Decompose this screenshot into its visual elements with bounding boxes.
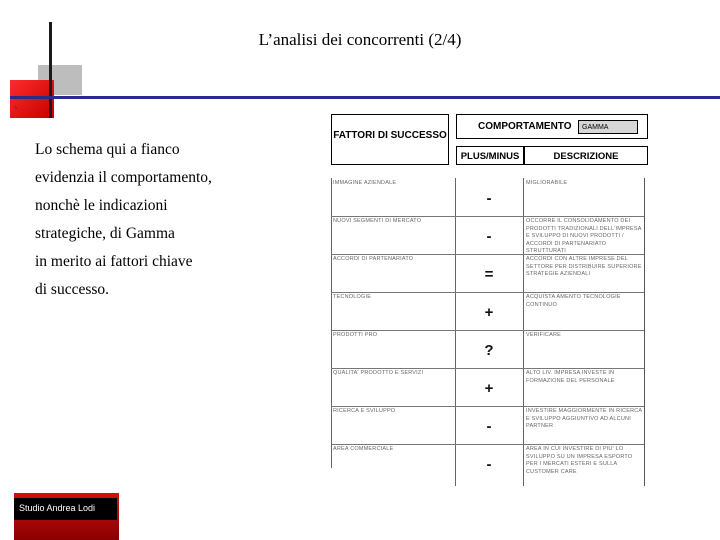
plus-minus-value: + [484, 380, 494, 397]
gamma-label: GAMMA [578, 120, 638, 134]
description-text: VERIFICARE [526, 332, 562, 338]
plus-minus-value: - [486, 190, 492, 207]
plus-minus-value: - [486, 418, 492, 435]
footer-label: Studio Andrea Lodi [19, 503, 96, 513]
factor-label: QUALITA' PRODOTTO E SERVIZI [333, 370, 424, 376]
table-divider [455, 178, 456, 486]
factor-label: ACCORDI DI PARTENARIATO [333, 256, 414, 262]
row-divider [331, 444, 644, 445]
plus-minus-value: - [486, 456, 492, 473]
plus-minus-value: ? [484, 342, 494, 359]
description-text: ALTO LIV. IMPRESA INVESTE IN FORMAZIONE DEL PERSONALE [526, 370, 615, 384]
factor-label: PRODOTTI PRO [333, 332, 378, 338]
factor-label: IMMAGINE AZIENDALE [333, 180, 397, 186]
factor-label: NUOVI SEGMENTI DI MERCATO [333, 218, 422, 224]
description-text: OCCORRE IL CONSOLIDAMENTO DEI PRODOTTI TRADIZIONALI DELL'IMPRESA E SVILUPPO DI NUOVI PRODOTTI / ACCORDI DI PARTENARIATO STRUTTURATI [526, 218, 642, 254]
slide-title: L’analisi dei concorrenti (2/4) [258, 30, 462, 49]
plus-minus-value: - [486, 228, 492, 245]
tick-mark: ` [14, 104, 18, 118]
header-plus-minus: PLUS/MINUS [456, 146, 524, 165]
row-divider [331, 406, 644, 407]
row-divider [331, 216, 644, 217]
body-line: strategiche, di Gamma [35, 225, 175, 242]
plus-minus-value: + [484, 304, 494, 321]
description-text: AREA IN CUI INVESTIRE DI PIU' LO SVILUPPO SU UN IMPRESA ESPORTO PER I MERCATI ESTERI E SULLA CUSTOMER CARE [526, 446, 633, 475]
factor-label: RICERCA E SVILUPPO [333, 408, 396, 414]
description-text: MIGLIORABILE [526, 180, 568, 186]
row-divider [331, 292, 644, 293]
table-divider [331, 178, 332, 468]
row-divider [331, 330, 644, 331]
plus-minus-value: = [484, 266, 494, 283]
description-text: INVESTIRE MAGGIORMENTE IN RICERCA E SVILUPPO AGGIUNTIVO AD ALCUNI PARTNER [526, 408, 643, 429]
factor-label: TECNOLOGIE [333, 294, 372, 300]
body-line: Lo schema qui a fianco [35, 141, 180, 158]
body-line: nonchè le indicazioni [35, 197, 168, 214]
header-fattori-di-successo: FATTORI DI SUCCESSO [331, 114, 449, 165]
description-text: ACQUISTA AMENTO TECNOLOGIE CONTINUO [526, 294, 621, 308]
row-divider [331, 368, 644, 369]
body-line: evidenzia il comportamento, [35, 169, 212, 186]
body-line: di successo. [35, 281, 110, 298]
header-descrizione: DESCRIZIONE [524, 146, 648, 165]
description-text: ACCORDI CON ALTRE IMPRESE DEL SETTORE PER DISTRIBUIRE SUPERIORE STRATEGIE AZIENDALI [526, 256, 642, 277]
body-text [35, 136, 305, 304]
decor-horizontal-line [10, 96, 720, 99]
factor-label: AREA COMMERCIALE [333, 446, 394, 452]
table-divider [523, 178, 524, 486]
success-factors-table [331, 178, 645, 486]
body-line: in merito ai fattori chiave [35, 253, 193, 270]
header-comportamento: COMPORTAMENTO [456, 114, 648, 139]
